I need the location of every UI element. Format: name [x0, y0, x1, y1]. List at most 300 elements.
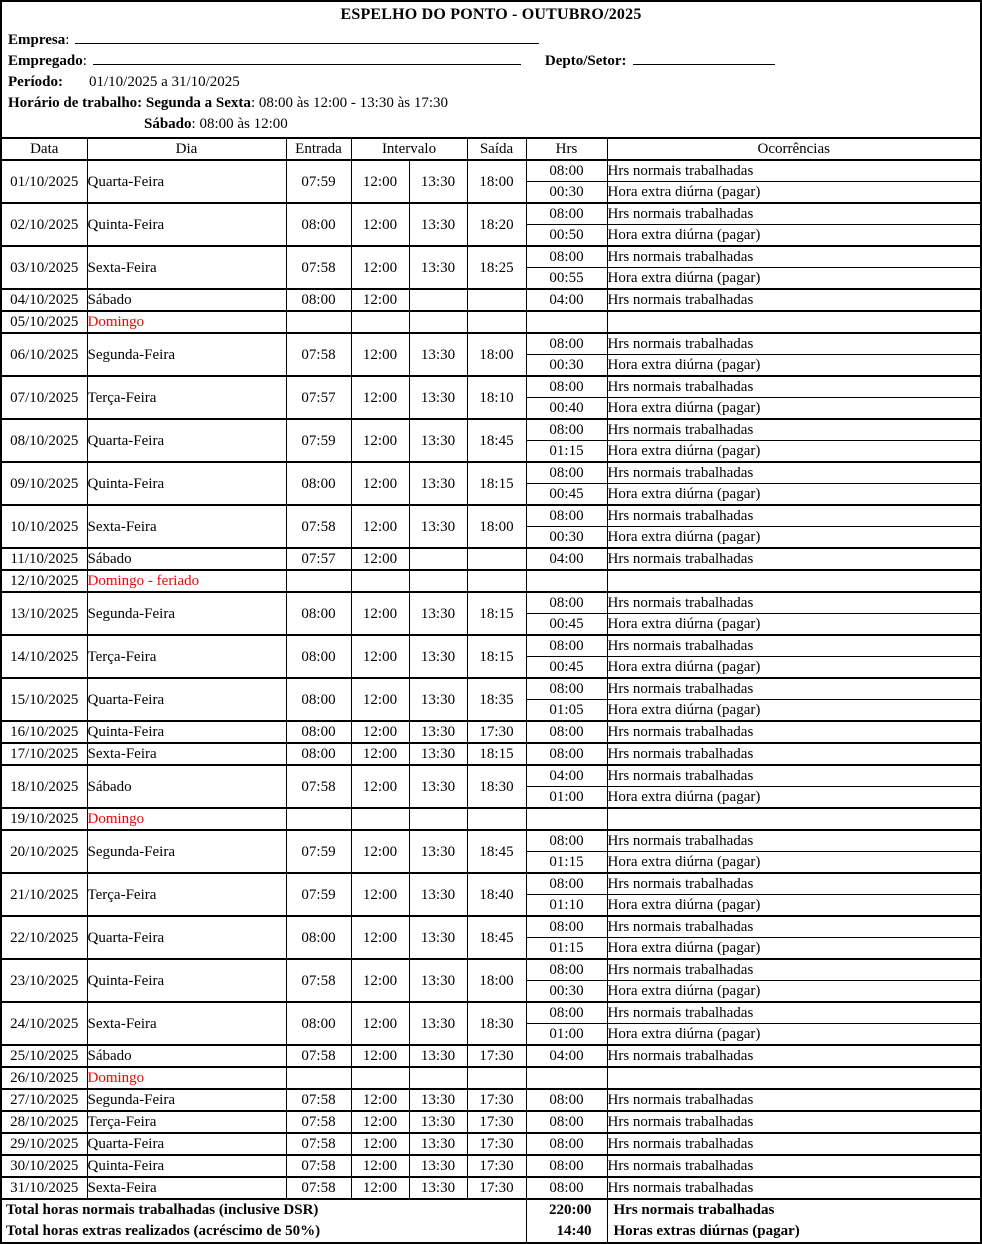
date-cell: 24/10/2025	[2, 1002, 87, 1045]
day-row	[2, 830, 980, 852]
break-start-cell: 12:00	[351, 160, 409, 203]
entry-time-cell: 07:58	[286, 765, 351, 808]
break-end-cell: 13:30	[409, 203, 467, 246]
day-row	[2, 1133, 980, 1155]
break-end-cell: 13:30	[409, 743, 467, 765]
break-start-cell: 12:00	[351, 462, 409, 505]
occurrence-cell: Hora extra diúrna (pagar)	[607, 527, 980, 549]
occurrence-cell: Hrs normais trabalhadas	[607, 830, 980, 852]
break-end-cell: 13:30	[409, 1133, 467, 1155]
break-start-cell: 12:00	[351, 419, 409, 462]
hours-cell: 04:00	[526, 1045, 607, 1067]
hours-cell: 08:00	[526, 743, 607, 765]
hours-cell: 00:50	[526, 225, 607, 247]
day-name-cell: Quinta-Feira	[87, 203, 286, 246]
break-end-cell: 13:30	[409, 765, 467, 808]
occurrence-cell: Hrs normais trabalhadas	[607, 419, 980, 441]
date-cell: 11/10/2025	[2, 548, 87, 570]
occurrence-cell: Hrs normais trabalhadas	[607, 462, 980, 484]
entry-time-cell: 07:58	[286, 959, 351, 1002]
break-start-cell: 12:00	[351, 246, 409, 289]
hours-cell: 08:00	[526, 1089, 607, 1111]
occurrence-cell: Hora extra diúrna (pagar)	[607, 852, 980, 874]
exit-time-cell: 18:00	[467, 505, 526, 548]
day-name-cell: Quinta-Feira	[87, 959, 286, 1002]
day-row	[2, 1089, 980, 1111]
exit-time-cell: 18:00	[467, 160, 526, 203]
day-row	[2, 160, 980, 182]
hours-cell: 00:30	[526, 527, 607, 549]
total-label: Total horas extras realizados (acréscimo de 50%)	[6, 1223, 321, 1239]
day-row	[2, 376, 980, 398]
hours-cell	[526, 1067, 607, 1089]
day-name-cell: Quarta-Feira	[87, 419, 286, 462]
occurrence-cell: Hrs normais trabalhadas	[607, 203, 980, 225]
hours-cell: 01:15	[526, 938, 607, 960]
occurrence-cell	[607, 570, 980, 592]
hours-cell	[526, 808, 607, 830]
col-header-entrada: Entrada	[286, 138, 351, 160]
hours-cell: 04:00	[526, 289, 607, 311]
employee-label: Empregado	[8, 53, 83, 69]
entry-time-cell: 07:58	[286, 246, 351, 289]
entry-time-cell: 07:58	[286, 1155, 351, 1177]
exit-time-cell	[467, 570, 526, 592]
break-start-cell: 12:00	[351, 505, 409, 548]
exit-time-cell: 18:25	[467, 246, 526, 289]
entry-time-cell: 08:00	[286, 743, 351, 765]
day-name-cell: Terça-Feira	[87, 376, 286, 419]
hours-cell: 00:45	[526, 614, 607, 636]
occurrence-cell: Hora extra diúrna (pagar)	[607, 938, 980, 960]
day-name-cell: Segunda-Feira	[87, 592, 286, 635]
occurrence-cell: Hrs normais trabalhadas	[607, 246, 980, 268]
total-hours-value: 14:40	[556, 1223, 592, 1239]
company-fill-line	[75, 30, 539, 44]
entry-time-cell: 07:57	[286, 548, 351, 570]
entry-time-cell: 07:58	[286, 1177, 351, 1199]
exit-time-cell: 18:30	[467, 1002, 526, 1045]
date-cell: 12/10/2025	[2, 570, 87, 592]
break-start-cell: 12:00	[351, 959, 409, 1002]
document-title: ESPELHO DO PONTO - OUTUBRO/2025	[340, 6, 642, 23]
day-name-cell: Quarta-Feira	[87, 1133, 286, 1155]
exit-time-cell: 18:45	[467, 916, 526, 959]
day-name-cell: Sexta-Feira	[87, 1177, 286, 1199]
break-start-cell: 12:00	[351, 592, 409, 635]
timesheet-body	[2, 160, 980, 1242]
hours-cell: 08:00	[526, 203, 607, 225]
occurrence-cell: Hora extra diúrna (pagar)	[607, 484, 980, 506]
period-value: 01/10/2025 a 31/10/2025	[88, 74, 240, 90]
entry-time-cell: 08:00	[286, 635, 351, 678]
day-name-cell: Terça-Feira	[87, 635, 286, 678]
hours-cell: 01:15	[526, 441, 607, 463]
exit-time-cell: 18:45	[467, 830, 526, 873]
total-label: Total horas normais trabalhadas (inclusive DSR)	[6, 1202, 319, 1218]
hours-cell: 01:00	[526, 1024, 607, 1046]
saturday-label: Sábado	[144, 116, 192, 132]
break-end-cell	[409, 289, 467, 311]
hours-cell: 08:00	[526, 1002, 607, 1024]
day-row	[2, 592, 980, 614]
company-line	[2, 30, 980, 51]
exit-time-cell: 17:30	[467, 1177, 526, 1199]
break-end-cell: 13:30	[409, 1177, 467, 1199]
hours-cell: 00:30	[526, 182, 607, 204]
date-cell: 31/10/2025	[2, 1177, 87, 1199]
break-end-cell: 13:30	[409, 1002, 467, 1045]
occurrence-cell: Hora extra diúrna (pagar)	[607, 182, 980, 204]
period-label: Período:	[8, 74, 63, 90]
day-row	[2, 635, 980, 657]
col-header-ocorrencias: Ocorrências	[607, 138, 980, 160]
occurrence-cell: Hora extra diúrna (pagar)	[607, 355, 980, 377]
date-cell: 13/10/2025	[2, 592, 87, 635]
hours-cell: 08:00	[526, 916, 607, 938]
break-end-cell: 13:30	[409, 246, 467, 289]
day-name-cell: Quinta-Feira	[87, 462, 286, 505]
break-start-cell	[351, 1067, 409, 1089]
company-label: Empresa	[8, 32, 66, 48]
occurrence-cell: Hora extra diúrna (pagar)	[607, 225, 980, 247]
entry-time-cell	[286, 808, 351, 830]
entry-time-cell: 08:00	[286, 462, 351, 505]
occurrence-cell: Hrs normais trabalhadas	[607, 505, 980, 527]
occurrence-cell: Hrs normais trabalhadas	[607, 160, 980, 182]
period-line	[2, 72, 980, 93]
day-row	[2, 289, 980, 311]
day-row	[2, 333, 980, 355]
entry-time-cell: 08:00	[286, 721, 351, 743]
saturday-value: : 08:00 às 12:00	[191, 116, 288, 132]
exit-time-cell	[467, 311, 526, 333]
entry-time-cell: 07:59	[286, 830, 351, 873]
hours-cell	[526, 311, 607, 333]
table-header-row	[2, 138, 980, 160]
entry-time-cell: 07:59	[286, 419, 351, 462]
day-name-cell: Sexta-Feira	[87, 505, 286, 548]
hours-cell: 00:40	[526, 398, 607, 420]
entry-time-cell	[286, 570, 351, 592]
day-name-cell: Quarta-Feira	[87, 678, 286, 721]
hours-cell: 00:45	[526, 657, 607, 679]
occurrence-cell: Hrs normais trabalhadas	[607, 1045, 980, 1067]
exit-time-cell: 17:30	[467, 1133, 526, 1155]
exit-time-cell: 18:45	[467, 419, 526, 462]
occurrence-cell: Hora extra diúrna (pagar)	[607, 700, 980, 722]
date-cell: 14/10/2025	[2, 635, 87, 678]
break-end-cell: 13:30	[409, 333, 467, 376]
exit-time-cell: 17:30	[467, 1045, 526, 1067]
occurrence-cell	[607, 311, 980, 333]
occurrence-cell: Hora extra diúrna (pagar)	[607, 268, 980, 290]
day-name-cell: Domingo	[87, 808, 286, 830]
hours-cell: 01:10	[526, 895, 607, 917]
break-start-cell: 12:00	[351, 916, 409, 959]
day-name-cell: Domingo	[87, 311, 286, 333]
date-cell: 23/10/2025	[2, 959, 87, 1002]
occurrence-cell	[607, 808, 980, 830]
exit-time-cell	[467, 548, 526, 570]
date-cell: 08/10/2025	[2, 419, 87, 462]
break-start-cell: 12:00	[351, 873, 409, 916]
occurrence-cell: Hrs normais trabalhadas	[607, 765, 980, 787]
total-occurrence: Horas extras diúrnas (pagar)	[613, 1223, 800, 1239]
hours-cell: 08:00	[526, 721, 607, 743]
day-row	[2, 721, 980, 743]
employee-line	[2, 51, 980, 72]
occurrence-cell: Hora extra diúrna (pagar)	[607, 657, 980, 679]
totals-row	[2, 1199, 980, 1242]
occurrence-cell: Hora extra diúrna (pagar)	[607, 981, 980, 1003]
day-name-cell: Terça-Feira	[87, 1111, 286, 1133]
break-end-cell	[409, 570, 467, 592]
entry-time-cell: 07:58	[286, 1133, 351, 1155]
date-cell: 21/10/2025	[2, 873, 87, 916]
occurrence-cell: Hora extra diúrna (pagar)	[607, 441, 980, 463]
occurrence-cell: Hrs normais trabalhadas	[607, 1177, 980, 1199]
occurrence-cell: Hora extra diúrna (pagar)	[607, 895, 980, 917]
entry-time-cell: 07:57	[286, 376, 351, 419]
day-row	[2, 462, 980, 484]
entry-time-cell	[286, 311, 351, 333]
day-row	[2, 916, 980, 938]
break-start-cell: 12:00	[351, 721, 409, 743]
exit-time-cell: 18:15	[467, 462, 526, 505]
break-start-cell: 12:00	[351, 203, 409, 246]
date-cell: 28/10/2025	[2, 1111, 87, 1133]
break-end-cell: 13:30	[409, 1155, 467, 1177]
occurrence-cell: Hrs normais trabalhadas	[607, 873, 980, 895]
hours-cell: 08:00	[526, 160, 607, 182]
break-end-cell: 13:30	[409, 1111, 467, 1133]
occurrence-cell: Hrs normais trabalhadas	[607, 959, 980, 981]
occurrence-cell: Hrs normais trabalhadas	[607, 289, 980, 311]
date-cell: 27/10/2025	[2, 1089, 87, 1111]
day-name-cell: Sábado	[87, 1045, 286, 1067]
break-end-cell: 13:30	[409, 721, 467, 743]
day-row	[2, 873, 980, 895]
hours-cell: 08:00	[526, 462, 607, 484]
hours-cell: 08:00	[526, 873, 607, 895]
date-cell: 02/10/2025	[2, 203, 87, 246]
exit-time-cell	[467, 1067, 526, 1089]
occurrence-cell: Hrs normais trabalhadas	[607, 1089, 980, 1111]
break-start-cell: 12:00	[351, 1045, 409, 1067]
hours-cell: 08:00	[526, 592, 607, 614]
break-start-cell: 12:00	[351, 765, 409, 808]
hours-cell: 01:15	[526, 852, 607, 874]
exit-time-cell: 18:15	[467, 635, 526, 678]
break-end-cell: 13:30	[409, 592, 467, 635]
hours-cell	[526, 570, 607, 592]
day-name-cell: Sexta-Feira	[87, 743, 286, 765]
day-row	[2, 505, 980, 527]
occurrence-cell: Hrs normais trabalhadas	[607, 1111, 980, 1133]
day-row	[2, 548, 980, 570]
hours-cell: 08:00	[526, 246, 607, 268]
dept-sector-fill-line	[633, 51, 775, 65]
break-start-cell	[351, 808, 409, 830]
date-cell: 07/10/2025	[2, 376, 87, 419]
day-row	[2, 1111, 980, 1133]
hours-cell: 08:00	[526, 376, 607, 398]
occurrence-cell: Hora extra diúrna (pagar)	[607, 1024, 980, 1046]
exit-time-cell: 18:30	[467, 765, 526, 808]
hours-cell: 04:00	[526, 765, 607, 787]
occurrence-cell: Hora extra diúrna (pagar)	[607, 398, 980, 420]
col-header-hrs: Hrs	[526, 138, 607, 160]
day-name-cell: Sexta-Feira	[87, 1002, 286, 1045]
exit-time-cell	[467, 289, 526, 311]
occurrence-cell: Hrs normais trabalhadas	[607, 1133, 980, 1155]
hours-cell: 08:00	[526, 635, 607, 657]
entry-time-cell: 08:00	[286, 1002, 351, 1045]
break-end-cell: 13:30	[409, 959, 467, 1002]
date-cell: 03/10/2025	[2, 246, 87, 289]
entry-time-cell: 07:59	[286, 873, 351, 916]
hours-cell: 08:00	[526, 333, 607, 355]
break-start-cell: 12:00	[351, 1155, 409, 1177]
col-header-dia: Dia	[87, 138, 286, 160]
day-row	[2, 246, 980, 268]
hours-cell: 08:00	[526, 1133, 607, 1155]
occurrence-cell: Hora extra diúrna (pagar)	[607, 614, 980, 636]
hours-cell: 08:00	[526, 505, 607, 527]
occurrence-cell: Hrs normais trabalhadas	[607, 376, 980, 398]
totals-occurrence-cell	[607, 1199, 980, 1242]
date-cell: 09/10/2025	[2, 462, 87, 505]
hours-cell: 00:55	[526, 268, 607, 290]
break-start-cell: 12:00	[351, 1133, 409, 1155]
total-occurrence: Hrs normais trabalhadas	[613, 1202, 775, 1218]
date-cell: 22/10/2025	[2, 916, 87, 959]
exit-time-cell: 18:20	[467, 203, 526, 246]
date-cell: 26/10/2025	[2, 1067, 87, 1089]
timesheet-table	[2, 137, 980, 1242]
day-row	[2, 311, 980, 333]
break-start-cell: 12:00	[351, 376, 409, 419]
occurrence-cell: Hrs normais trabalhadas	[607, 678, 980, 700]
break-end-cell	[409, 808, 467, 830]
break-start-cell: 12:00	[351, 1002, 409, 1045]
dept-sector-label: Depto/Setor:	[544, 53, 627, 69]
occurrence-cell	[607, 1067, 980, 1089]
exit-time-cell: 18:15	[467, 743, 526, 765]
break-start-cell: 12:00	[351, 548, 409, 570]
occurrence-cell: Hora extra diúrna (pagar)	[607, 787, 980, 809]
day-name-cell: Sábado	[87, 765, 286, 808]
break-end-cell: 13:30	[409, 376, 467, 419]
day-row	[2, 959, 980, 981]
hours-cell: 08:00	[526, 419, 607, 441]
break-start-cell: 12:00	[351, 743, 409, 765]
col-header-intervalo: Intervalo	[351, 138, 467, 160]
hours-cell: 08:00	[526, 1111, 607, 1133]
entry-time-cell: 07:58	[286, 1111, 351, 1133]
break-start-cell: 12:00	[351, 1089, 409, 1111]
day-row	[2, 570, 980, 592]
date-cell: 15/10/2025	[2, 678, 87, 721]
date-cell: 25/10/2025	[2, 1045, 87, 1067]
entry-time-cell: 07:58	[286, 333, 351, 376]
hours-cell: 01:00	[526, 787, 607, 809]
day-row	[2, 808, 980, 830]
day-name-cell: Domingo	[87, 1067, 286, 1089]
date-cell: 19/10/2025	[2, 808, 87, 830]
break-end-cell: 13:30	[409, 462, 467, 505]
exit-time-cell: 18:00	[467, 959, 526, 1002]
break-start-cell: 12:00	[351, 289, 409, 311]
occurrence-cell: Hrs normais trabalhadas	[607, 592, 980, 614]
entry-time-cell: 07:58	[286, 505, 351, 548]
break-start-cell: 12:00	[351, 635, 409, 678]
break-start-cell: 12:00	[351, 1177, 409, 1199]
day-name-cell: Quinta-Feira	[87, 1155, 286, 1177]
day-name-cell: Quarta-Feira	[87, 916, 286, 959]
exit-time-cell: 17:30	[467, 1155, 526, 1177]
day-name-cell: Sábado	[87, 289, 286, 311]
day-row	[2, 678, 980, 700]
hours-cell: 00:45	[526, 484, 607, 506]
break-end-cell: 13:30	[409, 873, 467, 916]
date-cell: 18/10/2025	[2, 765, 87, 808]
totals-hours-cell	[526, 1199, 607, 1242]
exit-time-cell: 18:10	[467, 376, 526, 419]
occurrence-cell: Hrs normais trabalhadas	[607, 1155, 980, 1177]
work-schedule-value: : 08:00 às 12:00 - 13:30 às 17:30	[250, 95, 449, 111]
break-start-cell: 12:00	[351, 830, 409, 873]
day-row	[2, 1002, 980, 1024]
hours-cell: 00:30	[526, 981, 607, 1003]
date-cell: 10/10/2025	[2, 505, 87, 548]
date-cell: 17/10/2025	[2, 743, 87, 765]
day-row	[2, 743, 980, 765]
date-cell: 06/10/2025	[2, 333, 87, 376]
exit-time-cell: 17:30	[467, 721, 526, 743]
date-cell: 29/10/2025	[2, 1133, 87, 1155]
saturday-schedule-line	[2, 114, 980, 135]
day-row	[2, 203, 980, 225]
occurrence-cell: Hrs normais trabalhadas	[607, 1002, 980, 1024]
hours-cell: 08:00	[526, 1177, 607, 1199]
exit-time-cell: 17:30	[467, 1089, 526, 1111]
work-schedule-label: Horário de trabalho: Segunda a Sexta	[8, 95, 251, 111]
day-name-cell: Sábado	[87, 548, 286, 570]
break-start-cell: 12:00	[351, 678, 409, 721]
day-name-cell: Quarta-Feira	[87, 160, 286, 203]
company-colon: :	[65, 32, 70, 48]
date-cell: 05/10/2025	[2, 311, 87, 333]
break-end-cell: 13:30	[409, 916, 467, 959]
occurrence-cell: Hrs normais trabalhadas	[607, 635, 980, 657]
day-name-cell: Terça-Feira	[87, 873, 286, 916]
day-name-cell: Segunda-Feira	[87, 1089, 286, 1111]
entry-time-cell: 08:00	[286, 289, 351, 311]
exit-time-cell: 18:00	[467, 333, 526, 376]
occurrence-cell: Hrs normais trabalhadas	[607, 743, 980, 765]
employee-colon: :	[82, 53, 87, 69]
hours-cell: 08:00	[526, 1155, 607, 1177]
day-name-cell: Segunda-Feira	[87, 830, 286, 873]
entry-time-cell: 07:58	[286, 1089, 351, 1111]
break-end-cell	[409, 548, 467, 570]
total-hours-value: 220:00	[549, 1202, 592, 1218]
hours-cell: 08:00	[526, 830, 607, 852]
hours-cell: 08:00	[526, 678, 607, 700]
day-row	[2, 1067, 980, 1089]
